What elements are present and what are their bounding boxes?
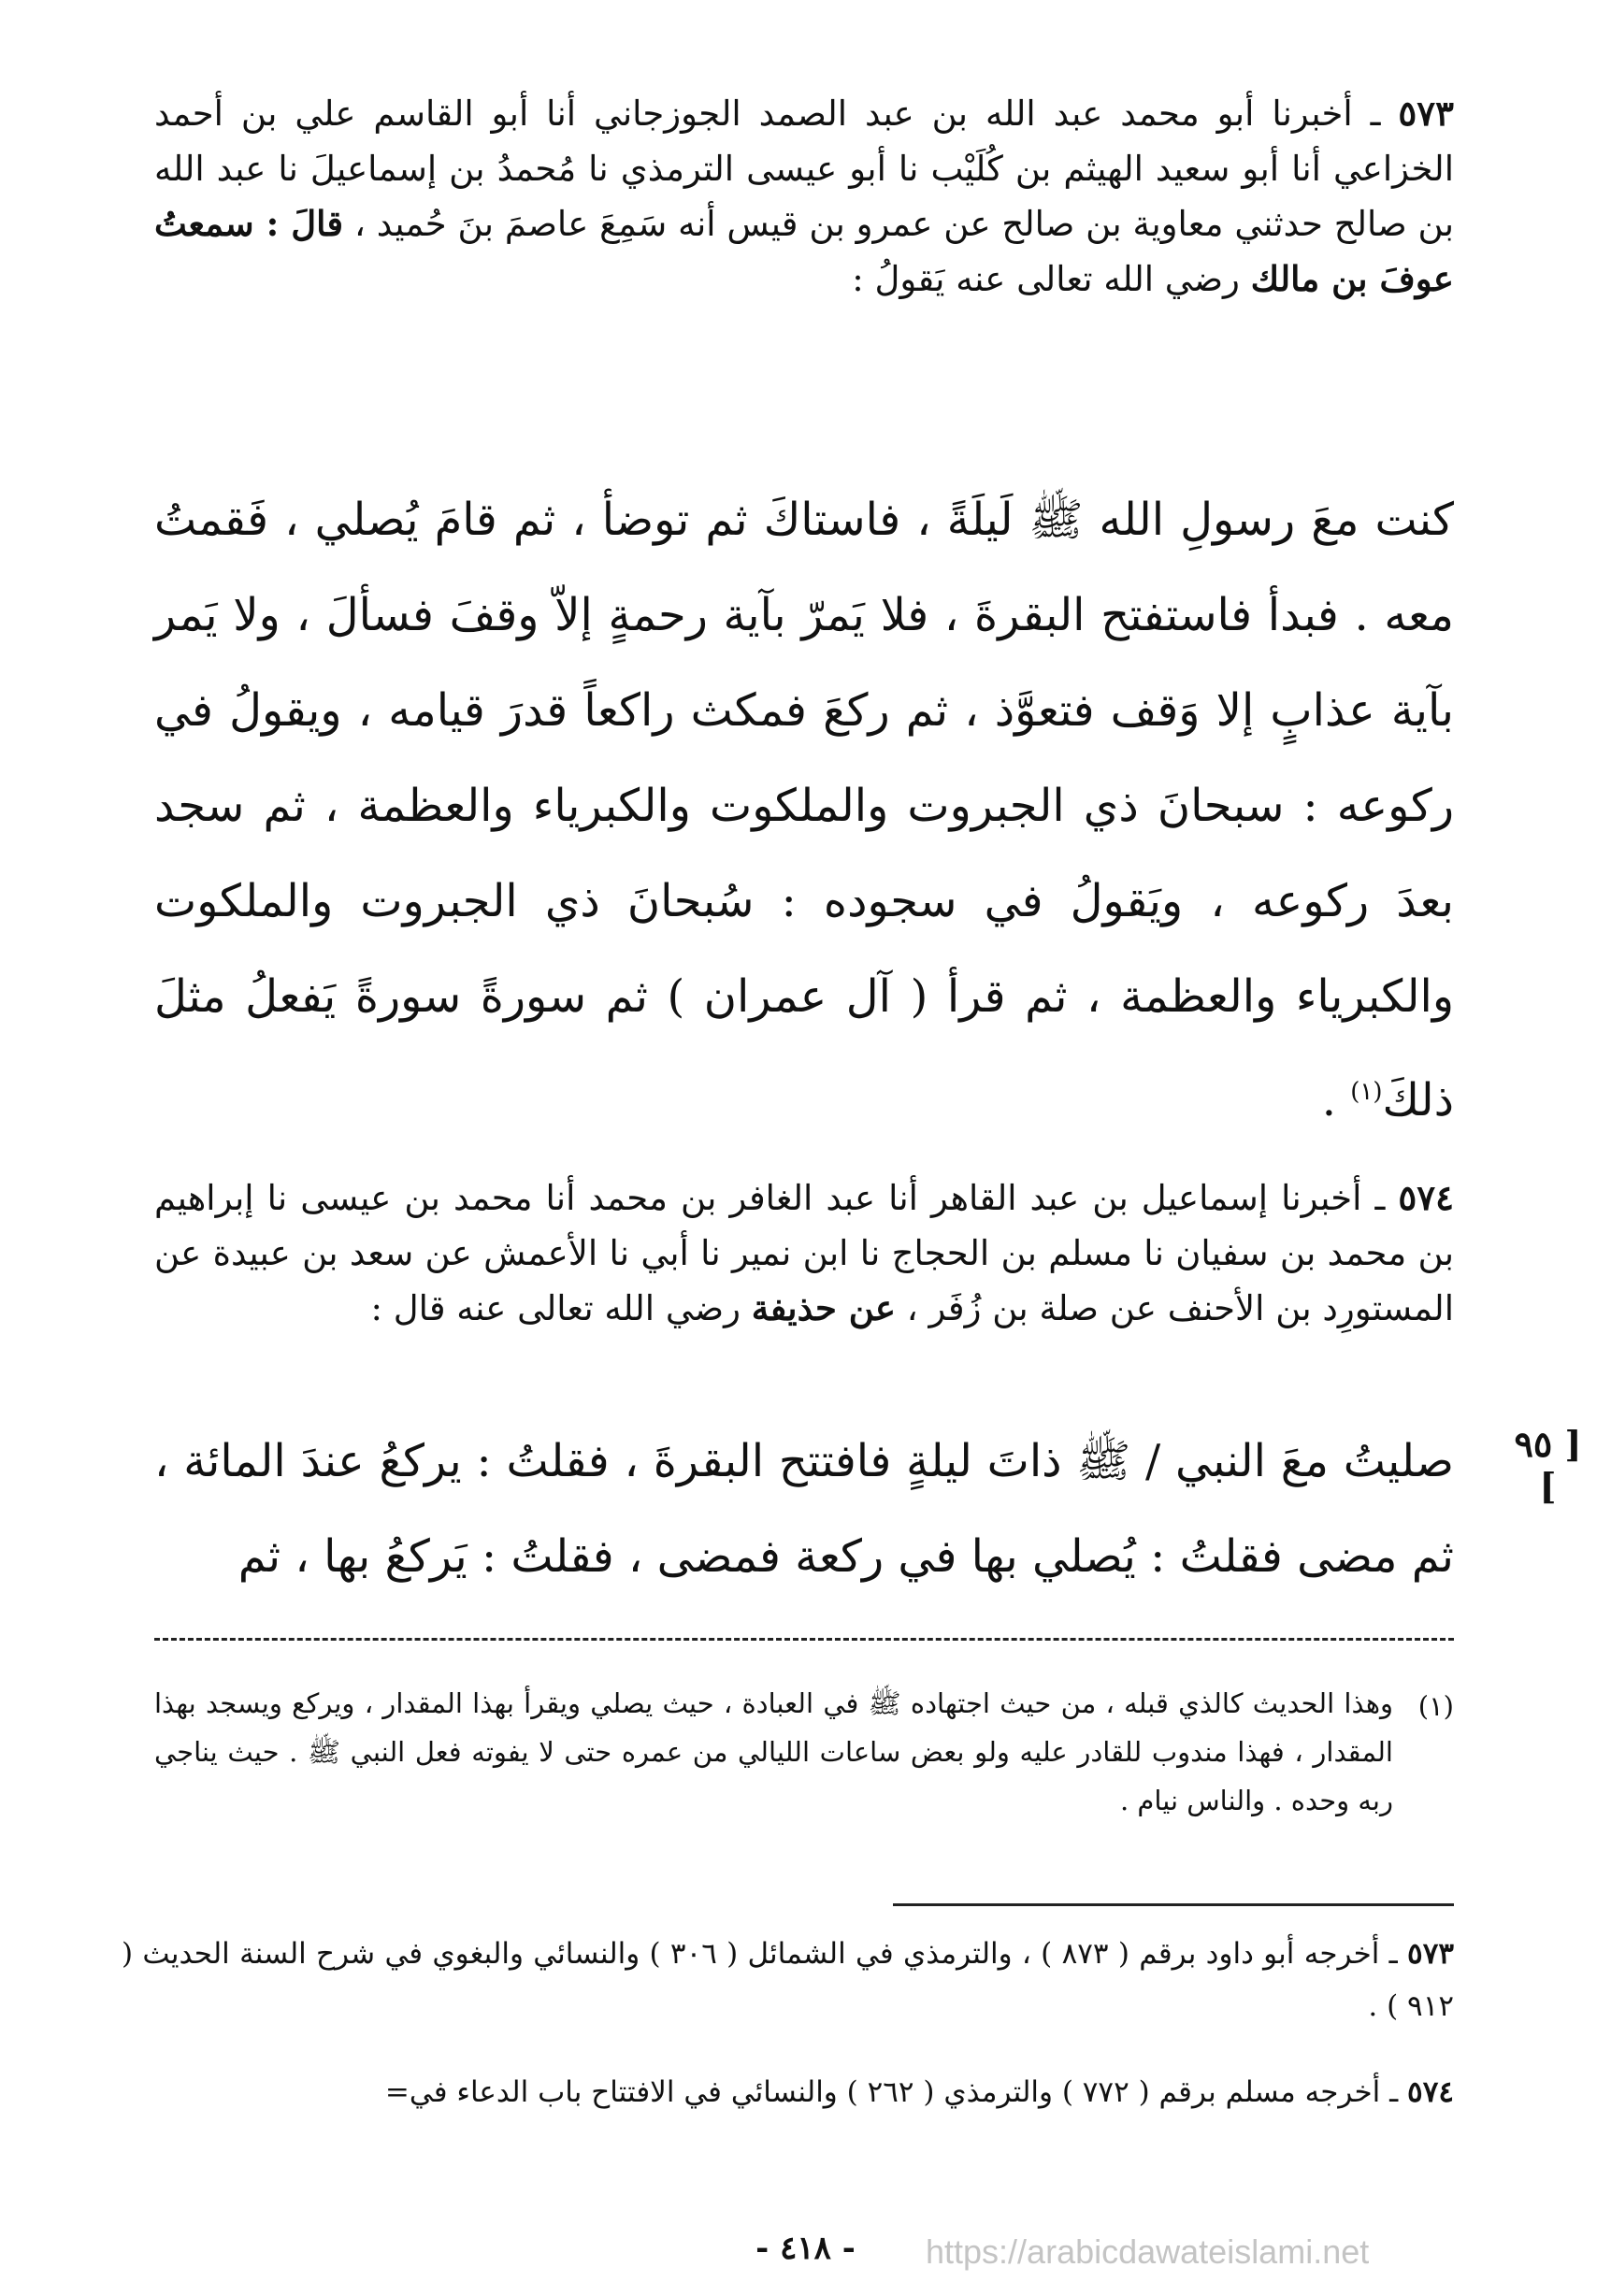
- source-573: [122, 1928, 1454, 2032]
- footnote-number: (١): [1417, 1690, 1454, 1722]
- hadith-574-isnad: [154, 1170, 1454, 1336]
- page-number: - ٤١٨ -: [755, 2230, 856, 2267]
- hadith-574-narrator: عن حذيفة: [751, 1287, 897, 1328]
- hadith-574-isnad-text: أخبرنا إسماعيل بن عبد القاهر أنا عبد الغافر بن محمد أنا محمد بن عيسى نا إبراهيم بن محمد بن سفيان نا مسلم بن الحجاج نا ابن نمير نا أبي نا الأعمش عن سعد بن عبيدة عن المستورِد بن الأحنف عن صلة بن زُفَر ،: [154, 1178, 1454, 1328]
- hadith-574-isnad-end: رضي الله تعالى عنه قال :: [370, 1288, 741, 1328]
- hadith-573-matn-end: .: [1321, 1074, 1336, 1126]
- dash: ـ: [1361, 1178, 1386, 1218]
- source-574: [122, 2066, 1454, 2118]
- source-574-text: أخرجه مسلم برقم ( ٧٧٢ ) والترمذي ( ٢٦٢ ) والنسائي في الافتتاح باب الدعاء في=: [384, 2075, 1381, 2109]
- hadith-573-isnad-text: أخبرنا أبو محمد عبد الله بن عبد الصمد الجوزجاني أنا أبو القاسم علي بن أحمد الخزاعي أنا أبو سعيد الهيثم بن كُلَيْب نا أبو عيسى الترمذي نا مُحمدُ بن إسماعيلَ نا عبد الله بن صالح حدثني معاوية بن صالح عن عمرو بن قيس أنه سَمِعَ عاصمَ بنَ حُميد ،: [154, 93, 1455, 244]
- source-573-number: ٥٧٣: [1407, 1937, 1454, 1971]
- dashed-separator: [154, 1638, 1454, 1641]
- footnote-rule: [893, 1903, 1454, 1906]
- hadith-574-matn-text: صليتُ معَ النبي / ﷺ ذاتَ ليلةٍ فافتتح البقرةَ ، فقلتُ : يركعُ عندَ المائة ، ثم مضى فقلتُ : يُصلي بها في ركعة فمضى ، فقلتُ : يَركعُ بها ، ثم: [154, 1435, 1454, 1583]
- dash: ـ: [1379, 1937, 1398, 1971]
- hadith-573-number: ٥٧٣: [1398, 93, 1455, 134]
- dash: ـ: [1380, 2075, 1399, 2109]
- margin-page-marker: [ ٩٥ ]: [1514, 1423, 1582, 1507]
- footnote-text: وهذا الحديث كالذي قبله ، من حيث اجتهاده ﷺ في العبادة ، حيث يصلي ويقرأ بهذا المقدار ، ويركع ويسجد بهذا المقدار ، فهذا مندوب للقادر عليه ولو بعض ساعات الليالي من عمره حتى لا يفوته فعل النبي ﷺ . حيث يناجي ربه وحده . والناس نيام .: [154, 1687, 1393, 1816]
- hadith-573-narrator: قالَ : سمعتُ عوفَ بن مالك: [154, 203, 1454, 299]
- hadith-574-number: ٥٧٤: [1398, 1177, 1454, 1218]
- hadith-573-isnad: [154, 86, 1454, 307]
- source-574-number: ٥٧٤: [1407, 2075, 1454, 2109]
- footnote-reference: (١): [1350, 1078, 1383, 1106]
- hadith-573-matn-text: كنت معَ رسولِ الله ﷺ لَيلَةً ، فاستاكَ ثم توضأ ، ثم قامَ يُصلي ، فَقمتُ معه . فبدأ فاستفتح البقرةَ ، فلا يَمرّ بآية رحمةٍ إلاّ وقفَ فسألَ ، ولا يَمر بآية عذابٍ إلا وَقف فتعوَّذ ، ثم ركعَ فمكث راكعاً قدرَ قيامه ، ويقولُ في ركوعه : سبحانَ ذي الجبروت والملكوت والكبرياء والعظمة ، ثم سجد بعدَ ركوعه ، ويَقولُ في سجوده : سُبحانَ ذي الجبروت والملكوت والكبرياء والعظمة ، ثم قرأ ( آل عمران ) ثم سورةً سورةً يَفعلُ مثلَ ذلكَ: [154, 494, 1454, 1126]
- watermark-url: https://arabicdawateislami.net: [926, 2232, 1370, 2271]
- hadith-573-matn: [154, 472, 1454, 1148]
- hadith-574-matn: [154, 1413, 1454, 1604]
- hadith-573-isnad-end: رضي الله تعالى عنه يَقولُ :: [852, 259, 1240, 299]
- source-573-text: أخرجه أبو داود برقم ( ٨٧٣ ) ، والترمذي في الشمائل ( ٣٠٦ ) والنسائي والبغوي في شرح السنة الحديث ( ٩١٢ ) .: [122, 1937, 1454, 2023]
- dash: ـ: [1352, 93, 1381, 134]
